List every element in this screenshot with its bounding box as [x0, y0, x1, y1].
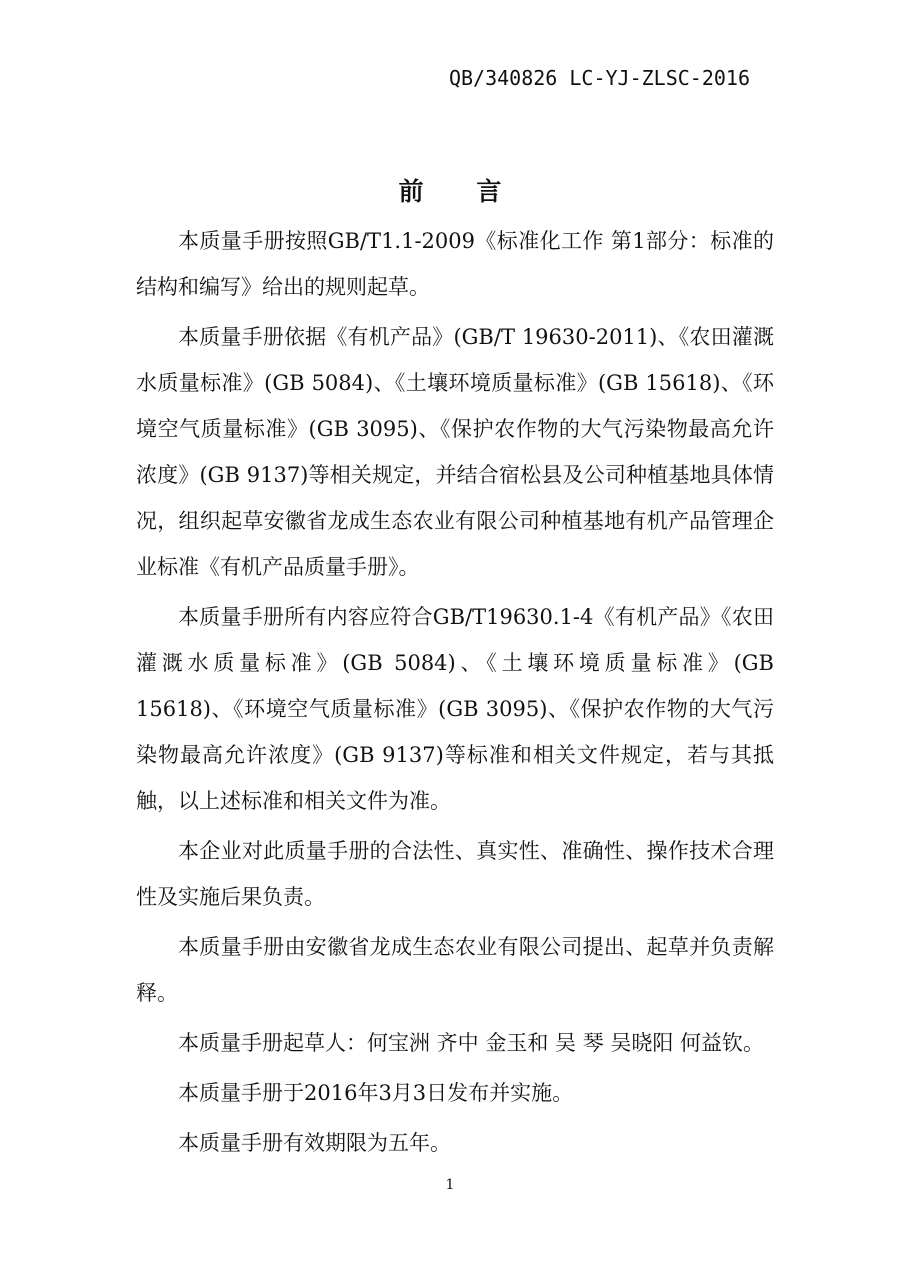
paragraph-responsibility: 本企业对此质量手册的合法性、真实性、准确性、操作技术合理性及实施后果负责。 — [136, 839, 774, 909]
document-code: QB/340826 LC-YJ-ZLSC-2016 — [448, 66, 750, 90]
paragraph-compliance: 本质量手册所有内容应符合GB/T19630.1-4《有机产品》《农田灌溉水质量标准》(GB 5084)、《土壤环境质量标准》(GB 15618)、《环境空气质量标准》(GB 3095)、《保护农作物的大气污染物最高允许浓度》(GB 9137)等标准和相关文件规定，若与其抵触，以上述标准和相关文件为准。 — [136, 605, 774, 813]
paragraph-proposer: 本质量手册由安徽省龙成生态农业有限公司提出、起草并负责解释。 — [136, 935, 774, 1005]
page-number: 1 — [445, 1177, 455, 1193]
paragraph-drafting-rules: 本质量手册按照GB/T1.1-2009《标准化工作 第1部分：标准的结构和编写》给出的规则起草。 — [136, 229, 774, 299]
paragraph-validity: 本质量手册有效期限为五年。 — [178, 1131, 451, 1155]
document-body — [136, 218, 774, 1170]
paragraph-release-date: 本质量手册于2016年3月3日发布并实施。 — [178, 1081, 574, 1105]
paragraph-basis-standards: 本质量手册依据《有机产品》(GB/T 19630-2011)、《农田灌溉水质量标准》(GB 5084)、《土壤环境质量标准》(GB 15618)、《环境空气质量标准》(GB 3095)、《保护农作物的大气污染物最高允许浓度》(GB 9137)等相关规定，并结合宿松县及公司种植基地具体情况，组织起草安徽省龙成生态农业有限公司种植基地有机产品管理企业标准《有机产品质量手册》。 — [136, 325, 774, 579]
paragraph-drafters: 本质量手册起草人：何宝洲 齐中 金玉和 吴 琴 吴晓阳 何益钦。 — [178, 1031, 765, 1055]
page-title: 前 言 — [398, 177, 524, 206]
